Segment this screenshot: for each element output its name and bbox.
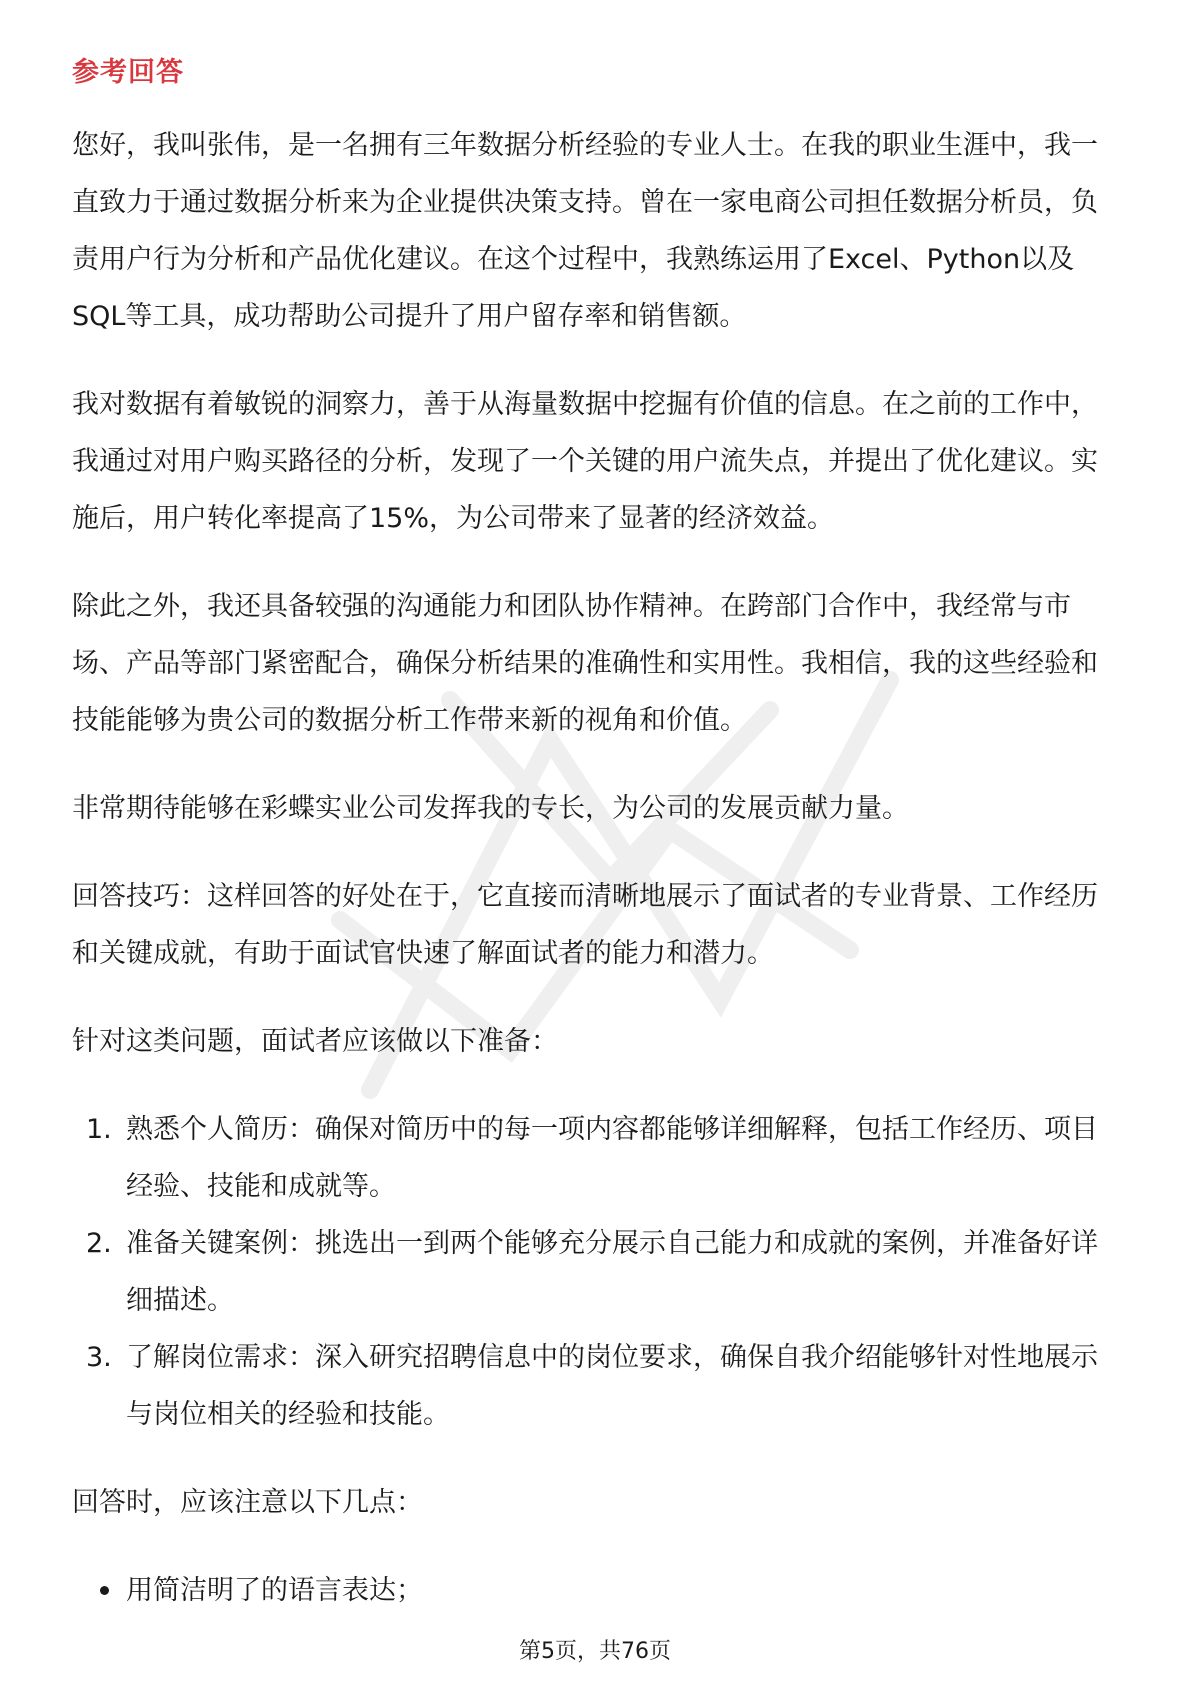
notes-intro: 回答时，应该注意以下几点： xyxy=(72,1487,423,1518)
list-item-text: 准备关键案例：挑选出一到两个能够充分展示自己能力和成就的案例，并准备好详细描述。 xyxy=(126,1228,1098,1316)
insight-paragraph: 我对数据有着敏锐的洞察力，善于从海量数据中挖掘有价值的信息。在之前的工作中，我通过对用户购买路径的分析，发现了一个关键的用户流失点，并提出了优化建议。实施后，用户转化率提高了15%，为公司带来了显著的经济效益。 xyxy=(72,389,1098,534)
preparation-intro: 针对这类问题，面试者应该做以下准备： xyxy=(72,1026,558,1057)
list-item xyxy=(72,1329,1120,1443)
closing-paragraph: 非常期待能够在彩蝶实业公司发挥我的专长，为公司的发展贡献力量。 xyxy=(72,793,909,824)
bullet-icon xyxy=(100,1586,109,1595)
list-item-number: 2. xyxy=(86,1228,112,1259)
list-item xyxy=(72,1101,1120,1215)
teamwork-paragraph: 除此之外，我还具备较强的沟通能力和团队协作精神。在跨部门合作中，我经常与市场、产品等部门紧密配合，确保分析结果的准确性和实用性。我相信，我的这些经验和技能能够为贵公司的数据分析工作带来新的视角和价值。 xyxy=(72,591,1098,736)
preparation-list xyxy=(72,1101,1120,1443)
notes-list xyxy=(72,1562,1120,1619)
list-item-text: 用简洁明了的语言表达； xyxy=(126,1575,423,1606)
list-item-number: 3. xyxy=(86,1342,112,1373)
intro-paragraph: 您好，我叫张伟，是一名拥有三年数据分析经验的专业人士。在我的职业生涯中，我一直致力于通过数据分析来为企业提供决策支持。曾在一家电商公司担任数据分析员，负责用户行为分析和产品优化建议。在这个过程中，我熟练运用了Excel、Python以及SQL等工具，成功帮助公司提升了用户留存率和销售额。 xyxy=(72,130,1098,332)
page-number: 第5页，共76页 xyxy=(519,1639,671,1664)
section-heading: 参考回答 xyxy=(72,57,184,88)
answer-content xyxy=(72,117,1120,1619)
tips-paragraph: 回答技巧：这样回答的好处在于，它直接而清晰地展示了面试者的专业背景、工作经历和关键成就，有助于面试官快速了解面试者的能力和潜力。 xyxy=(72,881,1098,969)
list-item-number: 1. xyxy=(86,1114,112,1145)
list-item xyxy=(72,1215,1120,1329)
list-item-text: 熟悉个人简历：确保对简历中的每一项内容都能够详细解释，包括工作经历、项目经验、技能和成就等。 xyxy=(126,1114,1098,1202)
list-item-text: 了解岗位需求：深入研究招聘信息中的岗位要求，确保自我介绍能够针对性地展示与岗位相关的经验和技能。 xyxy=(126,1342,1098,1430)
list-item xyxy=(72,1562,1120,1619)
